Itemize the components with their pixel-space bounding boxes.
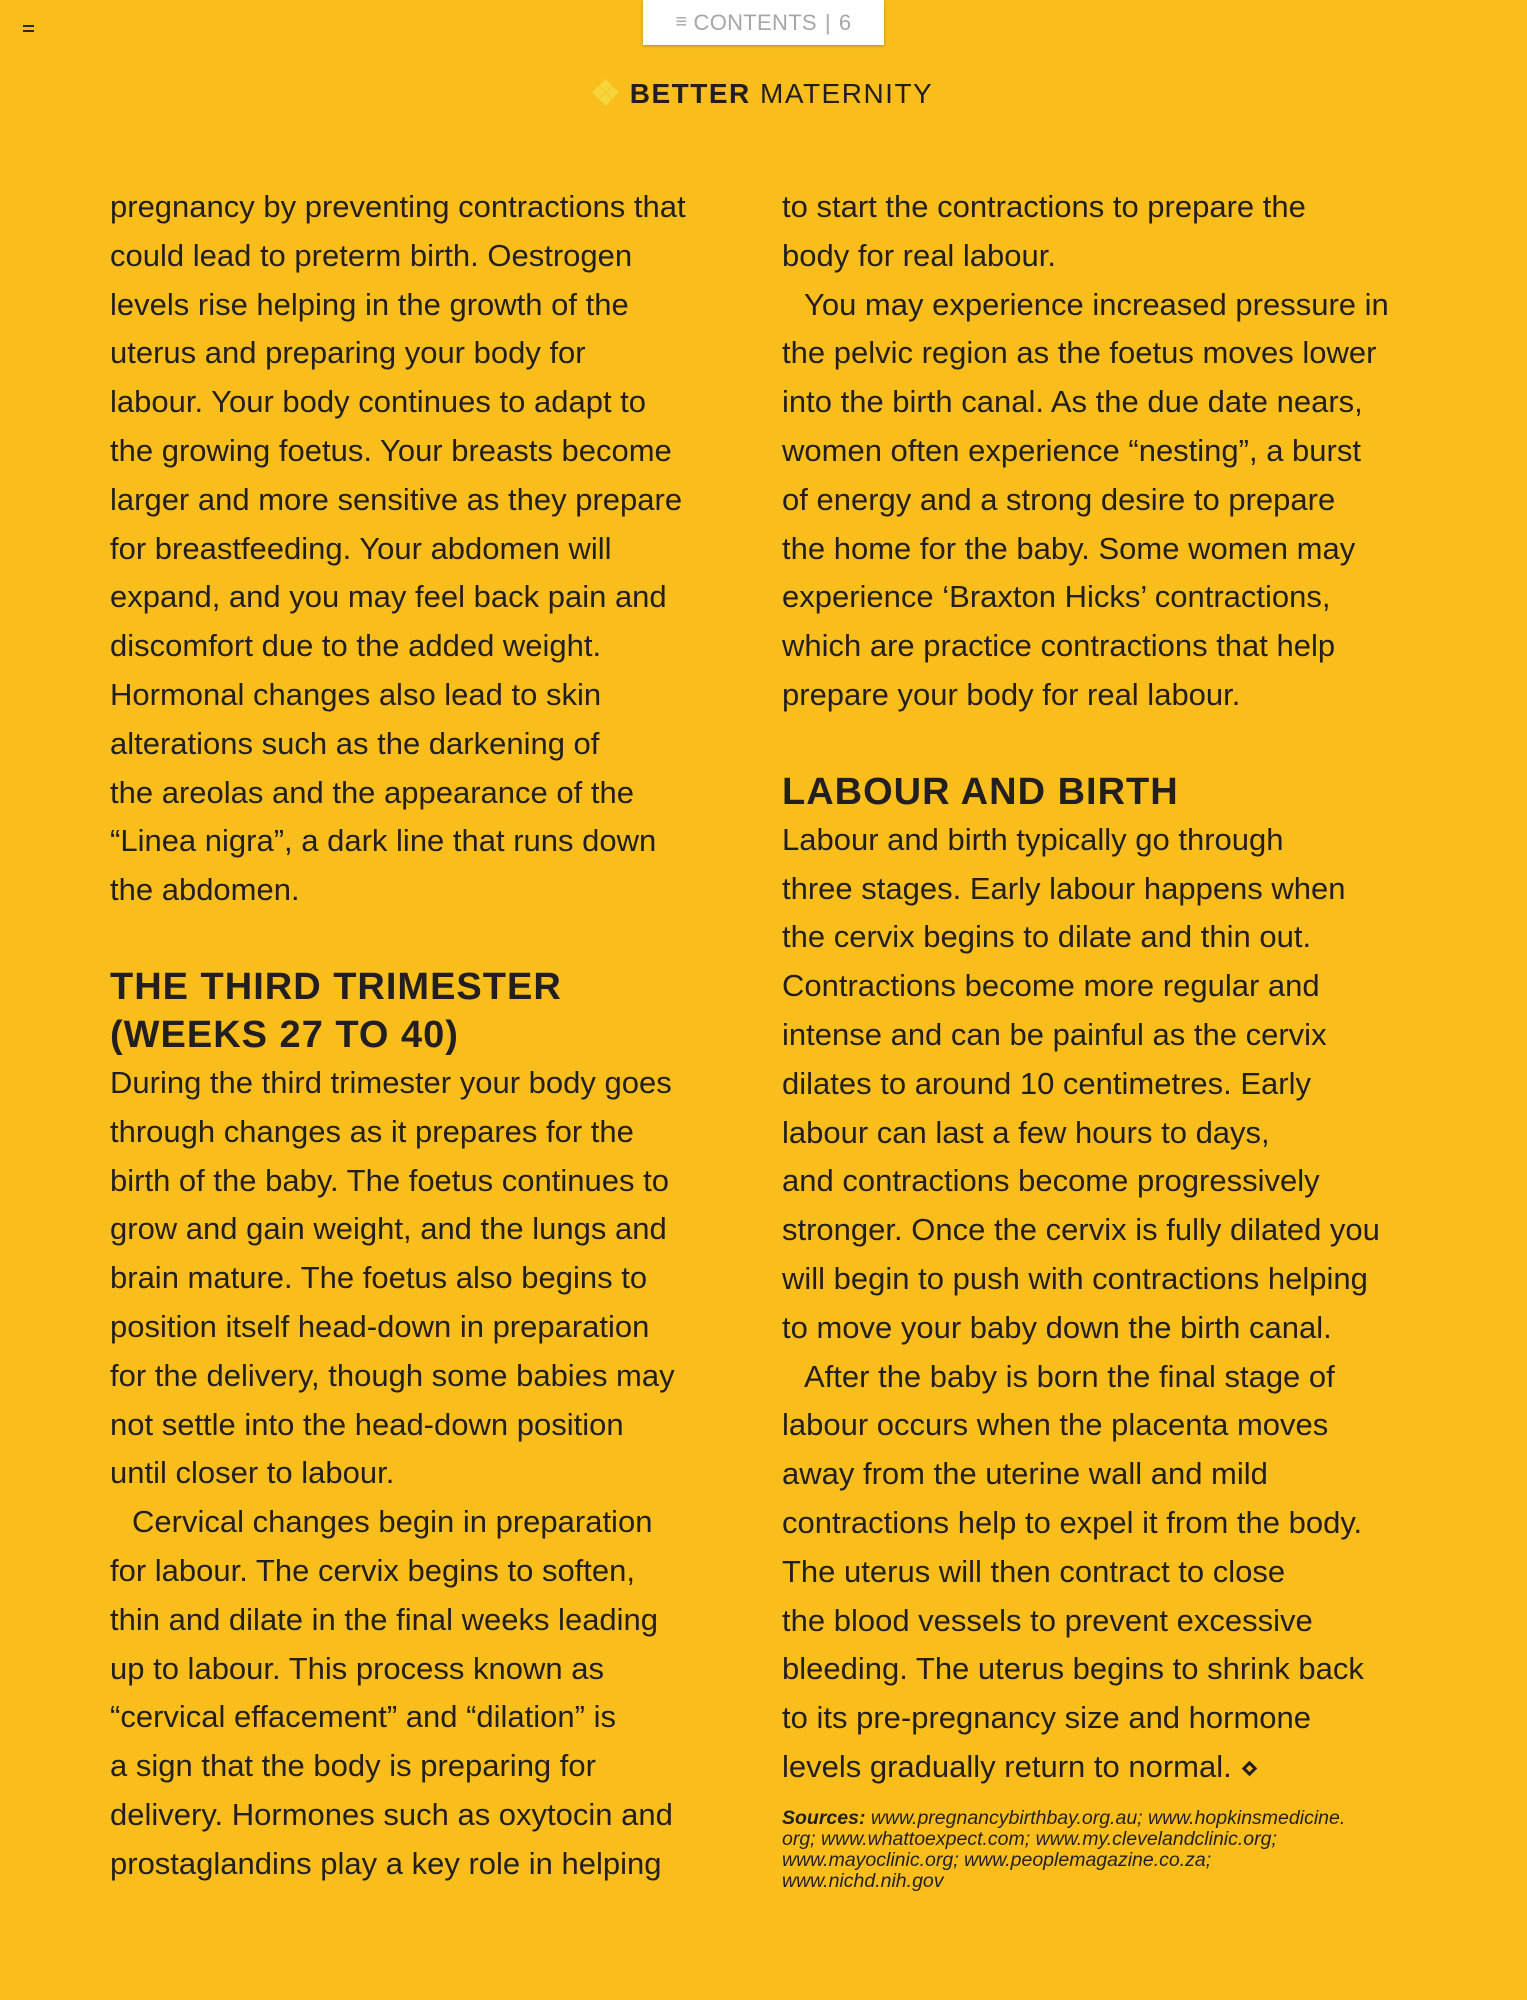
text-line: the blood vessels to prevent excessive [782, 1602, 1313, 1638]
text-line: labour can last a few hours to days, [782, 1114, 1270, 1150]
text-line: which are practice contractions that help [782, 628, 1336, 664]
text-line: could lead to preterm birth. Oestrogen [110, 237, 633, 273]
text-line: dilates to around 10 centimetres. Early [782, 1065, 1311, 1101]
pressure-paragraph [782, 281, 1422, 720]
text-line: levels gradually return to normal. [782, 1748, 1232, 1784]
sources-line: www.mayoclinic.org; www.peoplemagazine.co.za; [782, 1849, 1212, 1871]
text-line: labour occurs when the placenta moves [782, 1407, 1329, 1443]
text-line: birth of the baby. The foetus continues to [110, 1162, 669, 1198]
text-line: for the delivery, though some babies may [110, 1357, 675, 1393]
text-line: away from the uterine wall and mild [782, 1456, 1268, 1492]
text-line: After the baby is born the final stage of [804, 1358, 1335, 1394]
third-trimester-paragraph [110, 1059, 750, 1498]
text-line: into the birth canal. As the due date nears, [782, 384, 1363, 420]
labour-stages-paragraph [782, 816, 1422, 1353]
text-line: the abdomen. [110, 872, 300, 908]
contents-button[interactable] [643, 0, 884, 45]
sources-line: www.nichd.nih.gov [782, 1870, 944, 1892]
text-line-last [782, 1743, 1422, 1792]
text-line: You may experience increased pressure in [804, 286, 1389, 322]
menu-icon[interactable] [23, 25, 34, 32]
text-line: experience ‘Braxton Hicks’ contractions, [782, 579, 1331, 615]
text-line: until closer to labour. [110, 1455, 395, 1491]
text-line: the pelvic region as the foetus moves lower [782, 335, 1377, 371]
text-line: The uterus will then contract to close [782, 1553, 1286, 1589]
text-line: uterus and preparing your body for [110, 335, 586, 371]
text-line: prostaglandins play a key role in helping [110, 1845, 662, 1881]
diamond-logo-icon [594, 81, 618, 105]
text-line: brain mature. The foetus also begins to [110, 1260, 648, 1296]
text-line: contractions help to expel it from the body. [782, 1504, 1363, 1540]
text-line: prepare your body for real labour. [782, 676, 1241, 712]
right-column [782, 183, 1422, 1792]
text-line: bleeding. The uterus begins to shrink back [782, 1651, 1364, 1687]
text-line: a sign that the body is preparing for [110, 1748, 596, 1784]
cervical-changes-paragraph [110, 1498, 750, 1888]
text-line: Hormonal changes also lead to skin [110, 676, 602, 712]
text-line: three stages. Early labour happens when [782, 870, 1346, 906]
text-line: of energy and a strong desire to prepare [782, 481, 1336, 517]
contents-label: CONTENTS [693, 9, 817, 35]
text-line: expand, and you may feel back pain and [110, 579, 667, 615]
text-line: for breastfeeding. Your abdomen will [110, 530, 612, 566]
heading-line: LABOUR AND BIRTH [782, 770, 1179, 813]
text-line: to start the contractions to prepare the [782, 189, 1306, 224]
text-line: Labour and birth typically go through [782, 821, 1284, 857]
intro-paragraph [110, 183, 750, 915]
divider: | [824, 9, 831, 35]
heading-line: THE THIRD TRIMESTER [110, 965, 562, 1008]
section-heading-labour-and-birth [782, 768, 1422, 816]
text-line: through changes as it prepares for the [110, 1113, 634, 1149]
text-line: will begin to push with contractions helping [782, 1260, 1368, 1296]
final-stage-paragraph [782, 1353, 1422, 1792]
page-number: 6 [838, 9, 852, 35]
text-line: body for real labour. [782, 237, 1057, 273]
text-line: the cervix begins to dilate and thin out. [782, 919, 1312, 955]
section-header [0, 78, 1527, 110]
sources-line: www.pregnancybirthbay.org.au; www.hopkinsmedicine. [870, 1807, 1346, 1829]
text-line: and contractions become progressively [782, 1163, 1320, 1199]
text-line: the growing foetus. Your breasts become [110, 432, 672, 468]
sources-label: Sources: [782, 1807, 866, 1829]
text-line: the home for the baby. Some women may [782, 530, 1356, 566]
sources-line: org; www.whattoexpect.com; www.my.clevelandclinic.org; [782, 1828, 1277, 1850]
hamburger-icon: ≡ [675, 11, 688, 33]
header-regular: MATERNITY [760, 78, 934, 109]
end-diamond-icon [1241, 1761, 1257, 1777]
text-line: to move your baby down the birth canal. [782, 1309, 1332, 1345]
text-line: to its pre-pregnancy size and hormone [782, 1700, 1312, 1736]
text-line: larger and more sensitive as they prepare [110, 481, 683, 517]
text-line: alterations such as the darkening of [110, 725, 600, 761]
text-line: thin and dilate in the final weeks leading [110, 1601, 659, 1637]
text-line: for labour. The cervix begins to soften, [110, 1552, 636, 1588]
text-line: “Linea nigra”, a dark line that runs down [110, 823, 657, 859]
text-line: position itself head-down in preparation [110, 1308, 650, 1344]
text-line: delivery. Hormones such as oxytocin and [110, 1796, 673, 1832]
text-line: stronger. Once the cervix is fully dilated you [782, 1212, 1380, 1248]
text-line: not settle into the head-down position [110, 1406, 624, 1442]
text-line: Contractions become more regular and [782, 968, 1320, 1004]
heading-line: (WEEKS 27 TO 40) [110, 1013, 459, 1056]
section-heading-third-trimester [110, 963, 750, 1059]
text-line: Cervical changes begin in preparation [132, 1504, 653, 1540]
text-line: grow and gain weight, and the lungs and [110, 1211, 667, 1247]
sources-note [782, 1808, 1422, 1892]
text-line: During the third trimester your body goes [110, 1064, 672, 1100]
text-line: pregnancy by preventing contractions that [110, 189, 686, 224]
continuation-paragraph [782, 183, 1422, 281]
text-line: the areolas and the appearance of the [110, 774, 634, 810]
text-line: women often experience “nesting”, a burst [782, 432, 1361, 468]
text-line: “cervical effacement” and “dilation” is [110, 1699, 616, 1735]
header-bold: BETTER [629, 78, 751, 109]
left-column [110, 183, 750, 1889]
text-line: levels rise helping in the growth of the [110, 286, 629, 322]
text-line: intense and can be painful as the cervix [782, 1016, 1327, 1052]
text-line: labour. Your body continues to adapt to [110, 384, 647, 420]
text-line: discomfort due to the added weight. [110, 628, 602, 664]
text-line: up to labour. This process known as [110, 1650, 604, 1686]
